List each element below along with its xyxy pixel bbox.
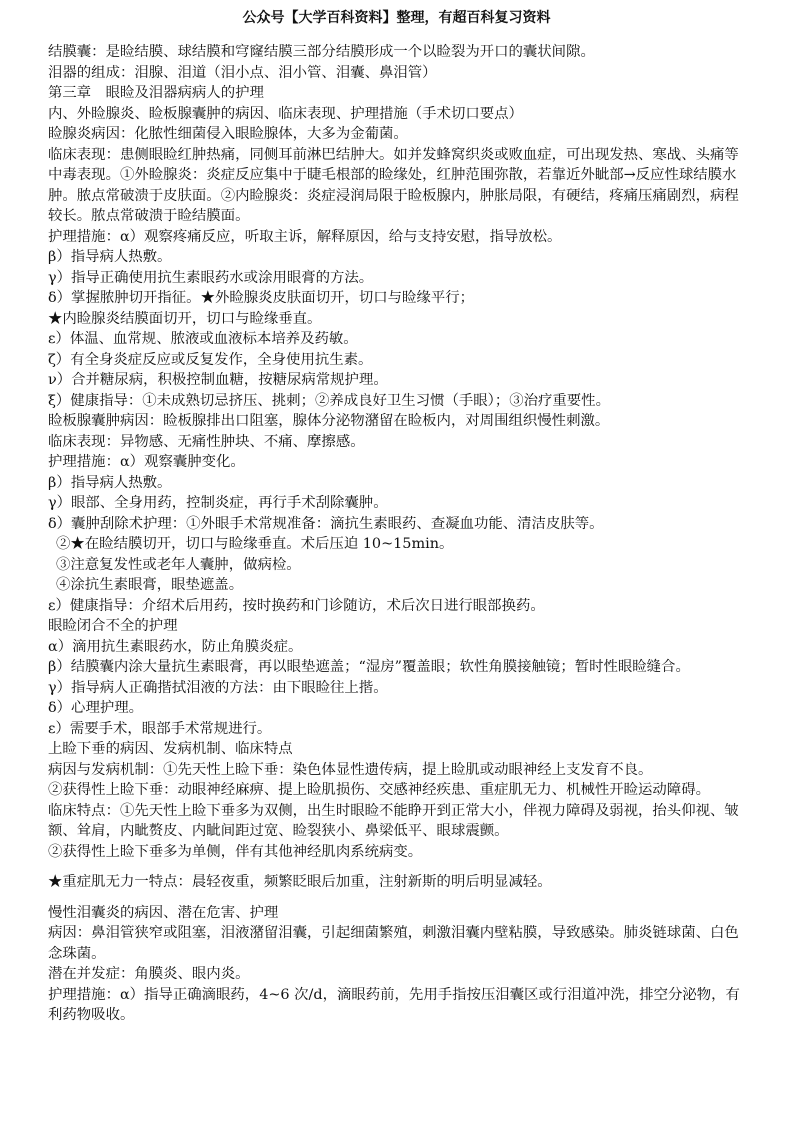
text-line: 护理措施：α）观察囊肿变化。 — [48, 454, 245, 470]
text-line: 临床表现：异物感、无痛性肿块、不痛、摩擦感。 — [48, 433, 365, 450]
text-line: ξ）健康指导：①未成熟切忌挤压、挑刺；②养成良好卫生习惯（手眼）；③治疗重要性。 — [48, 392, 610, 409]
text-line: γ）指导病人正确揩拭泪液的方法：由下眼睑往上揩。 — [48, 679, 388, 696]
text-line: α）滴用抗生素眼药水，防止角膜炎症。 — [48, 638, 303, 655]
text-line: ③注意复发性或老年人囊肿，做病检。 — [56, 556, 301, 573]
text-line: ★重症肌无力一特点：晨轻夜重，频繁眨眼后加重，注射新斯的明后明显减轻。 — [48, 874, 552, 890]
text-line: ②获得性上睑下垂多为单侧，伴有其他神经肌肉系统病变。 — [48, 843, 423, 860]
section-heading: 眼睑闭合不全的护理 — [48, 618, 178, 634]
text-line: 结膜囊：是睑结膜、球结膜和穹窿结膜三部分结膜形成一个以睑裂为开口的囊状间隙。 — [48, 44, 595, 60]
spacer — [48, 893, 753, 903]
spacer — [48, 862, 753, 872]
text-line: 泪器的组成：泪腺、泪道（泪小点、泪小管、泪囊、鼻泪管） — [48, 64, 437, 81]
text-line: 睑腺炎病因：化脓性细菌侵入眼睑腺体，大多为金葡菌。 — [48, 126, 408, 142]
page-header: 公众号【大学百科资料】整理，有超百科复习资料 — [242, 10, 551, 26]
text-line: ②★在睑结膜切开，切口与睑缘垂直。术后压迫 10~15min。 — [56, 536, 454, 552]
text-line: γ）眼部、全身用药，控制炎症，再行手术刮除囊肿。 — [48, 495, 388, 511]
text-line: 潜在并发症：角膜炎、眼内炎。 — [48, 966, 250, 982]
text-line: ε）需要手术，眼部手术常规进行。 — [48, 720, 272, 737]
text-line: ④涂抗生素眼膏，眼垫遮盖。 — [56, 577, 244, 593]
text-line: ★内睑腺炎结膜面切开，切口与睑缘垂直。 — [48, 310, 322, 327]
text-paragraph: ②获得性上睑下垂：动眼神经麻痹、提上睑肌损伤、交感神经疾患、重症肌无力、机械性开睑运动障碍。 — [48, 782, 710, 798]
text-line: β）指导病人热敷。 — [48, 474, 172, 491]
text-line: ε）体温、血常规、脓液或血液标本培养及药敏。 — [48, 331, 358, 347]
text-line: ν）合并糖尿病，积极控制血糖，按糖尿病常规护理。 — [48, 372, 388, 388]
text-line: β）结膜囊内涂大量抗生素眼膏，再以眼垫遮盖；“湿房”覆盖眼；软性角膜接触镜；暂时性眼睑缝合。 — [48, 659, 690, 675]
text-line: ζ）有全身炎症反应或反复发作，全身使用抗生素。 — [48, 351, 373, 368]
text-line: δ）囊肿刮除术护理：①外眼手术常规准备：滴抗生素眼药、查凝血功能、清洁皮肤等。 — [48, 515, 604, 532]
text-line: 护理措施：α）观察疼痛反应，听取主诉，解释原因，给与支持安慰，指导放松。 — [48, 228, 562, 245]
text-line: 内、外睑腺炎、睑板腺囊肿的病因、临床表现、护理措施（手术切口要点） — [48, 105, 523, 122]
text-paragraph: 临床特点：①先天性上睑下垂多为双侧，出生时眼睑不能睁开到正常大小，伴视力障碍及弱视，抬头仰视、皱额、耸肩，内眦赘皮、内眦间距过宽、睑裂狭小、鼻梁低平、眼球震颤。 — [48, 802, 739, 839]
text-line: ε）健康指导：介绍术后用药，按时换药和门诊随访，术后次日进行眼部换药。 — [48, 597, 545, 614]
text-line: δ）掌握脓肿切开指征。★外睑腺炎皮肤面切开，切口与睑缘平行； — [48, 290, 474, 306]
text-line: 睑板腺囊肿病因：睑板腺排出口阻塞，腺体分泌物潴留在睑板内，对周围组织慢性刺激。 — [48, 413, 610, 429]
text-line: 病因与发病机制：①先天性上睑下垂：染色体显性遗传病，提上睑肌或动眼神经上支发育不良。 — [48, 761, 653, 778]
text-paragraph: 护理措施：α）指导正确滴眼药，4~6 次/d，滴眼药前，先用手指按压泪囊区或行泪道冲洗，排空分泌物，有利药物吸收。 — [48, 986, 740, 1023]
text-line: β）指导病人热敷。 — [48, 249, 172, 265]
text-paragraph: 病因：鼻泪管狭窄或阻塞，泪液潴留泪囊，引起细菌繁殖，刺激泪囊内壁粘膜，导致感染。肺炎链球菌、白色念珠菌。 — [48, 925, 739, 962]
section-heading: 上睑下垂的病因、发病机制、临床特点 — [48, 741, 293, 757]
text-paragraph: 临床表现：患侧眼睑红肿热痛，同侧耳前淋巴结肿大。如并发蜂窝织炎或败血症，可出现发热、寒战、头痛等中毒表现。①外睑腺炎：炎症反应集中于睫毛根部的睑缘处，红肿范围弥散，若靠近外眦部→反应性球结膜水肿。脓点常破溃于皮肤面。②内睑腺炎：炎症浸润局限于睑板腺内，肿胀局限，有硬结，疼痛压痛剧烈，病程较长。脓点常破溃于睑结膜面。 — [48, 146, 739, 224]
text-line: γ）指导正确使用抗生素眼药水或涂用眼膏的方法。 — [48, 269, 374, 286]
section-heading: 慢性泪囊炎的病因、潜在危害、护理 — [48, 904, 279, 921]
text-line: δ）心理护理。 — [48, 700, 144, 716]
chapter-heading: 第三章 眼睑及泪器病病人的护理 — [48, 85, 264, 101]
